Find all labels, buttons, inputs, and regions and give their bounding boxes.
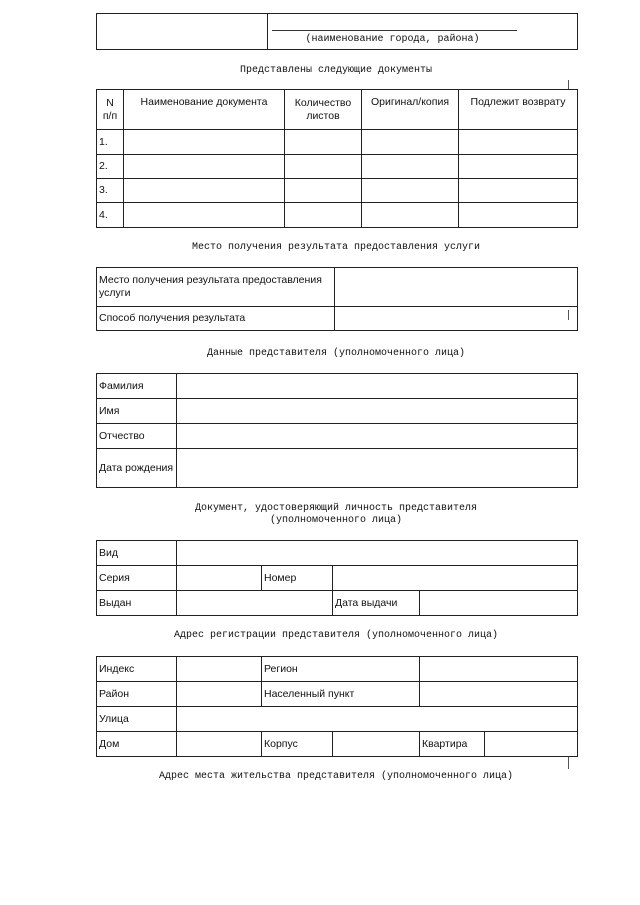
sheets-cell[interactable] [285, 179, 362, 203]
region-field[interactable] [420, 657, 578, 682]
doc-name-cell[interactable] [124, 155, 285, 179]
scan-mark [568, 757, 569, 769]
scan-mark [568, 310, 569, 320]
row-number: 2. [97, 155, 124, 179]
original-copy-cell[interactable] [362, 130, 459, 155]
doc-name-cell[interactable] [124, 203, 285, 228]
surname-field[interactable] [177, 374, 578, 399]
vid-label: Вид [97, 541, 177, 566]
doc-name-cell[interactable] [124, 130, 285, 155]
result-method-label: Способ получения результата [97, 307, 335, 331]
series-label: Серия [97, 566, 177, 591]
residence-heading: Адрес места жительства представителя (уполномоченного лица) [158, 771, 514, 782]
row-number: 3. [97, 179, 124, 203]
documents-heading: Представлены следующие документы [239, 65, 433, 76]
col-doc-name: Наименование документа [124, 90, 285, 130]
row-number: 4. [97, 203, 124, 228]
locality-field[interactable] [420, 682, 578, 707]
identity-heading-line1: Документ, удостоверяющий личность представителя [194, 503, 478, 514]
result-place-heading: Место получения результата предоставления услуги [191, 242, 481, 253]
return-cell[interactable] [459, 179, 578, 203]
col-return: Подлежит возврату [459, 90, 578, 130]
result-place-label: Место получения результата предоставления услуги [97, 268, 335, 307]
vid-field[interactable] [177, 541, 578, 566]
original-copy-cell[interactable] [362, 179, 459, 203]
city-left-cell[interactable] [97, 14, 268, 50]
sheets-cell[interactable] [285, 203, 362, 228]
apartment-label: Квартира [420, 732, 485, 757]
registration-heading: Адрес регистрации представителя (уполномоченного лица) [173, 630, 499, 641]
apartment-field[interactable] [485, 732, 578, 757]
result-place-field[interactable] [335, 268, 578, 307]
house-field[interactable] [177, 732, 262, 757]
issue-date-label: Дата выдачи [333, 591, 420, 616]
issue-date-field[interactable] [420, 591, 578, 616]
birthdate-field[interactable] [177, 449, 578, 488]
col-sheets: Количество листов [285, 90, 362, 130]
result-method-field[interactable] [335, 307, 578, 331]
birthdate-label: Дата рождения [97, 449, 177, 488]
name-label: Имя [97, 399, 177, 424]
identity-table [96, 540, 578, 616]
house-label: Дом [97, 732, 177, 757]
street-label: Улица [97, 707, 177, 732]
city-table [96, 13, 578, 50]
index-field[interactable] [177, 657, 262, 682]
locality-label: Населенный пункт [262, 682, 420, 707]
col-original-copy: Оригинал/копия [362, 90, 459, 130]
registration-table [96, 656, 578, 757]
identity-heading-line2: (уполномоченного лица) [269, 515, 403, 526]
original-copy-cell[interactable] [362, 203, 459, 228]
patronymic-field[interactable] [177, 424, 578, 449]
city-caption: (наименование города, района) [305, 34, 480, 45]
issued-label: Выдан [97, 591, 177, 616]
original-copy-cell[interactable] [362, 155, 459, 179]
col-number: N п/п [97, 90, 124, 130]
patronymic-label: Отчество [97, 424, 177, 449]
result-place-table [96, 267, 578, 331]
representative-table [96, 373, 578, 488]
number-field[interactable] [333, 566, 578, 591]
return-cell[interactable] [459, 130, 578, 155]
name-field[interactable] [177, 399, 578, 424]
district-label: Район [97, 682, 177, 707]
building-field[interactable] [333, 732, 420, 757]
surname-label: Фамилия [97, 374, 177, 399]
series-field[interactable] [177, 566, 262, 591]
region-label: Регион [262, 657, 420, 682]
city-right-cell[interactable] [268, 14, 578, 50]
sheets-cell[interactable] [285, 130, 362, 155]
documents-table [96, 89, 578, 228]
return-cell[interactable] [459, 155, 578, 179]
number-label: Номер [262, 566, 333, 591]
row-number: 1. [97, 130, 124, 155]
doc-name-cell[interactable] [124, 179, 285, 203]
return-cell[interactable] [459, 203, 578, 228]
building-label: Корпус [262, 732, 333, 757]
sheets-cell[interactable] [285, 155, 362, 179]
issued-field[interactable] [177, 591, 333, 616]
index-label: Индекс [97, 657, 177, 682]
district-field[interactable] [177, 682, 262, 707]
representative-heading: Данные представителя (уполномоченного лица) [206, 348, 466, 359]
street-field[interactable] [177, 707, 578, 732]
city-underline [272, 30, 517, 31]
